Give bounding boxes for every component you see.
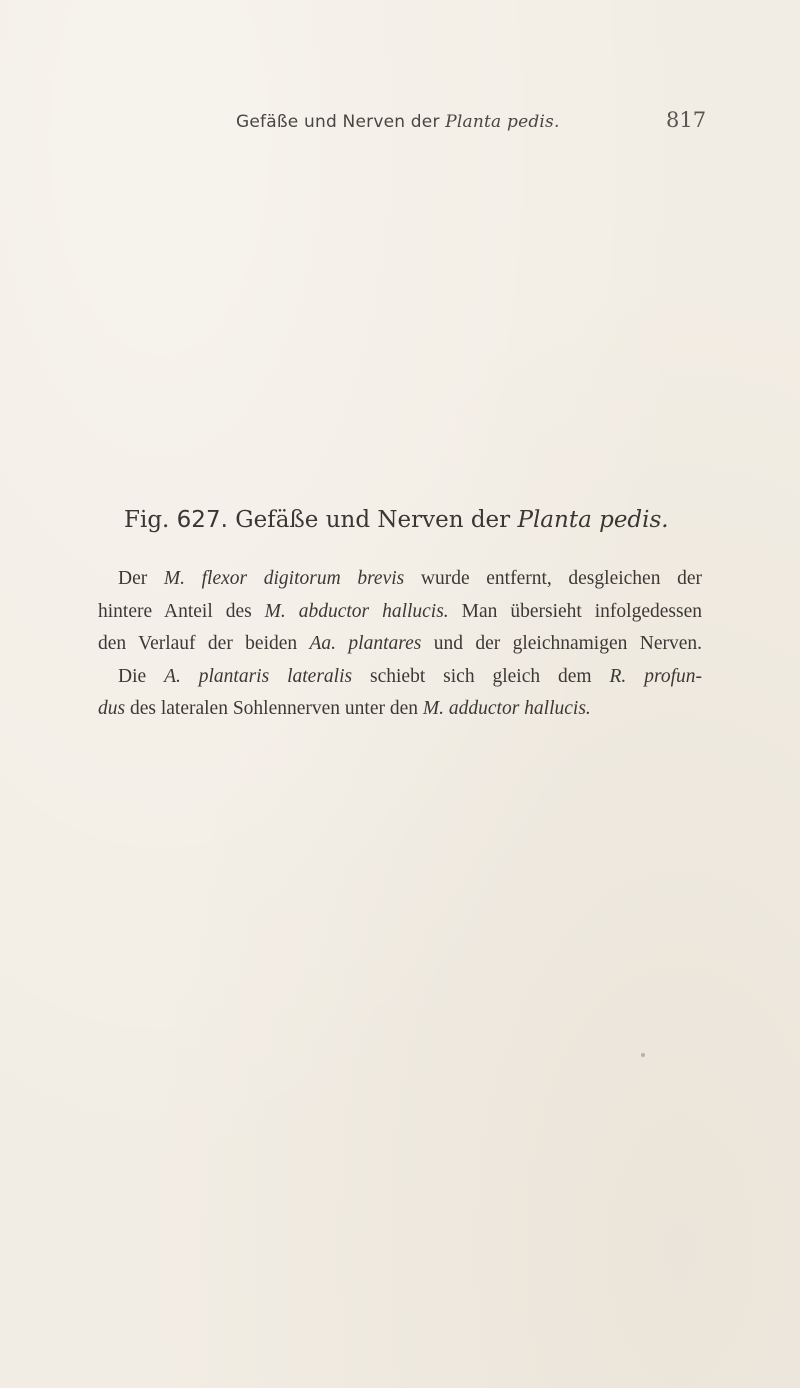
- figure-caption-plain: Gefäße und Nerven der: [227, 507, 518, 533]
- text-run: und der gleichnamigen Nerven.: [421, 633, 702, 654]
- nerve-branch-name: R. profun-: [609, 665, 702, 687]
- text-run: Man übersieht infolgedessen: [448, 600, 702, 622]
- running-head-plain: Gefäße und Nerven der: [236, 112, 446, 132]
- running-head-italic: Planta pedis.: [445, 112, 560, 132]
- paper-speck: [641, 1053, 645, 1057]
- caption-paragraph: [98, 563, 702, 726]
- figure-number: 627.: [176, 507, 228, 533]
- text-run: wurde entfernt, desgleichen der: [404, 568, 702, 589]
- muscle-name: M. flexor digitorum brevis: [163, 568, 405, 589]
- paragraph-line-3: [98, 628, 702, 661]
- muscle-name: M. adductor hallucis.: [422, 698, 591, 719]
- paragraph-line-4: [98, 661, 702, 694]
- figure-caption: [124, 507, 669, 533]
- text-run: den Verlauf der beiden: [98, 633, 310, 654]
- figure-caption-italic: Planta pedis.: [517, 507, 669, 533]
- muscle-name: M. abductor hallucis.: [264, 600, 449, 622]
- page-number: 817: [666, 108, 707, 132]
- running-head: [236, 112, 560, 132]
- paragraph-line-1: [98, 563, 702, 596]
- text-run: Der: [118, 568, 164, 589]
- text-run: schiebt sich gleich dem: [352, 665, 610, 687]
- artery-name: A. plantaris lateralis: [164, 665, 353, 687]
- nerve-branch-name: dus: [98, 698, 126, 719]
- text-run: des lateralen Sohlennerven unter den: [125, 698, 423, 719]
- artery-name: Aa. plantares: [309, 633, 422, 654]
- text-run: hintere Anteil des: [98, 600, 265, 622]
- paragraph-line-5: [98, 693, 702, 726]
- paragraph-line-2: [98, 596, 702, 629]
- figure-label: Fig.: [124, 507, 177, 533]
- text-run: Die: [118, 665, 165, 687]
